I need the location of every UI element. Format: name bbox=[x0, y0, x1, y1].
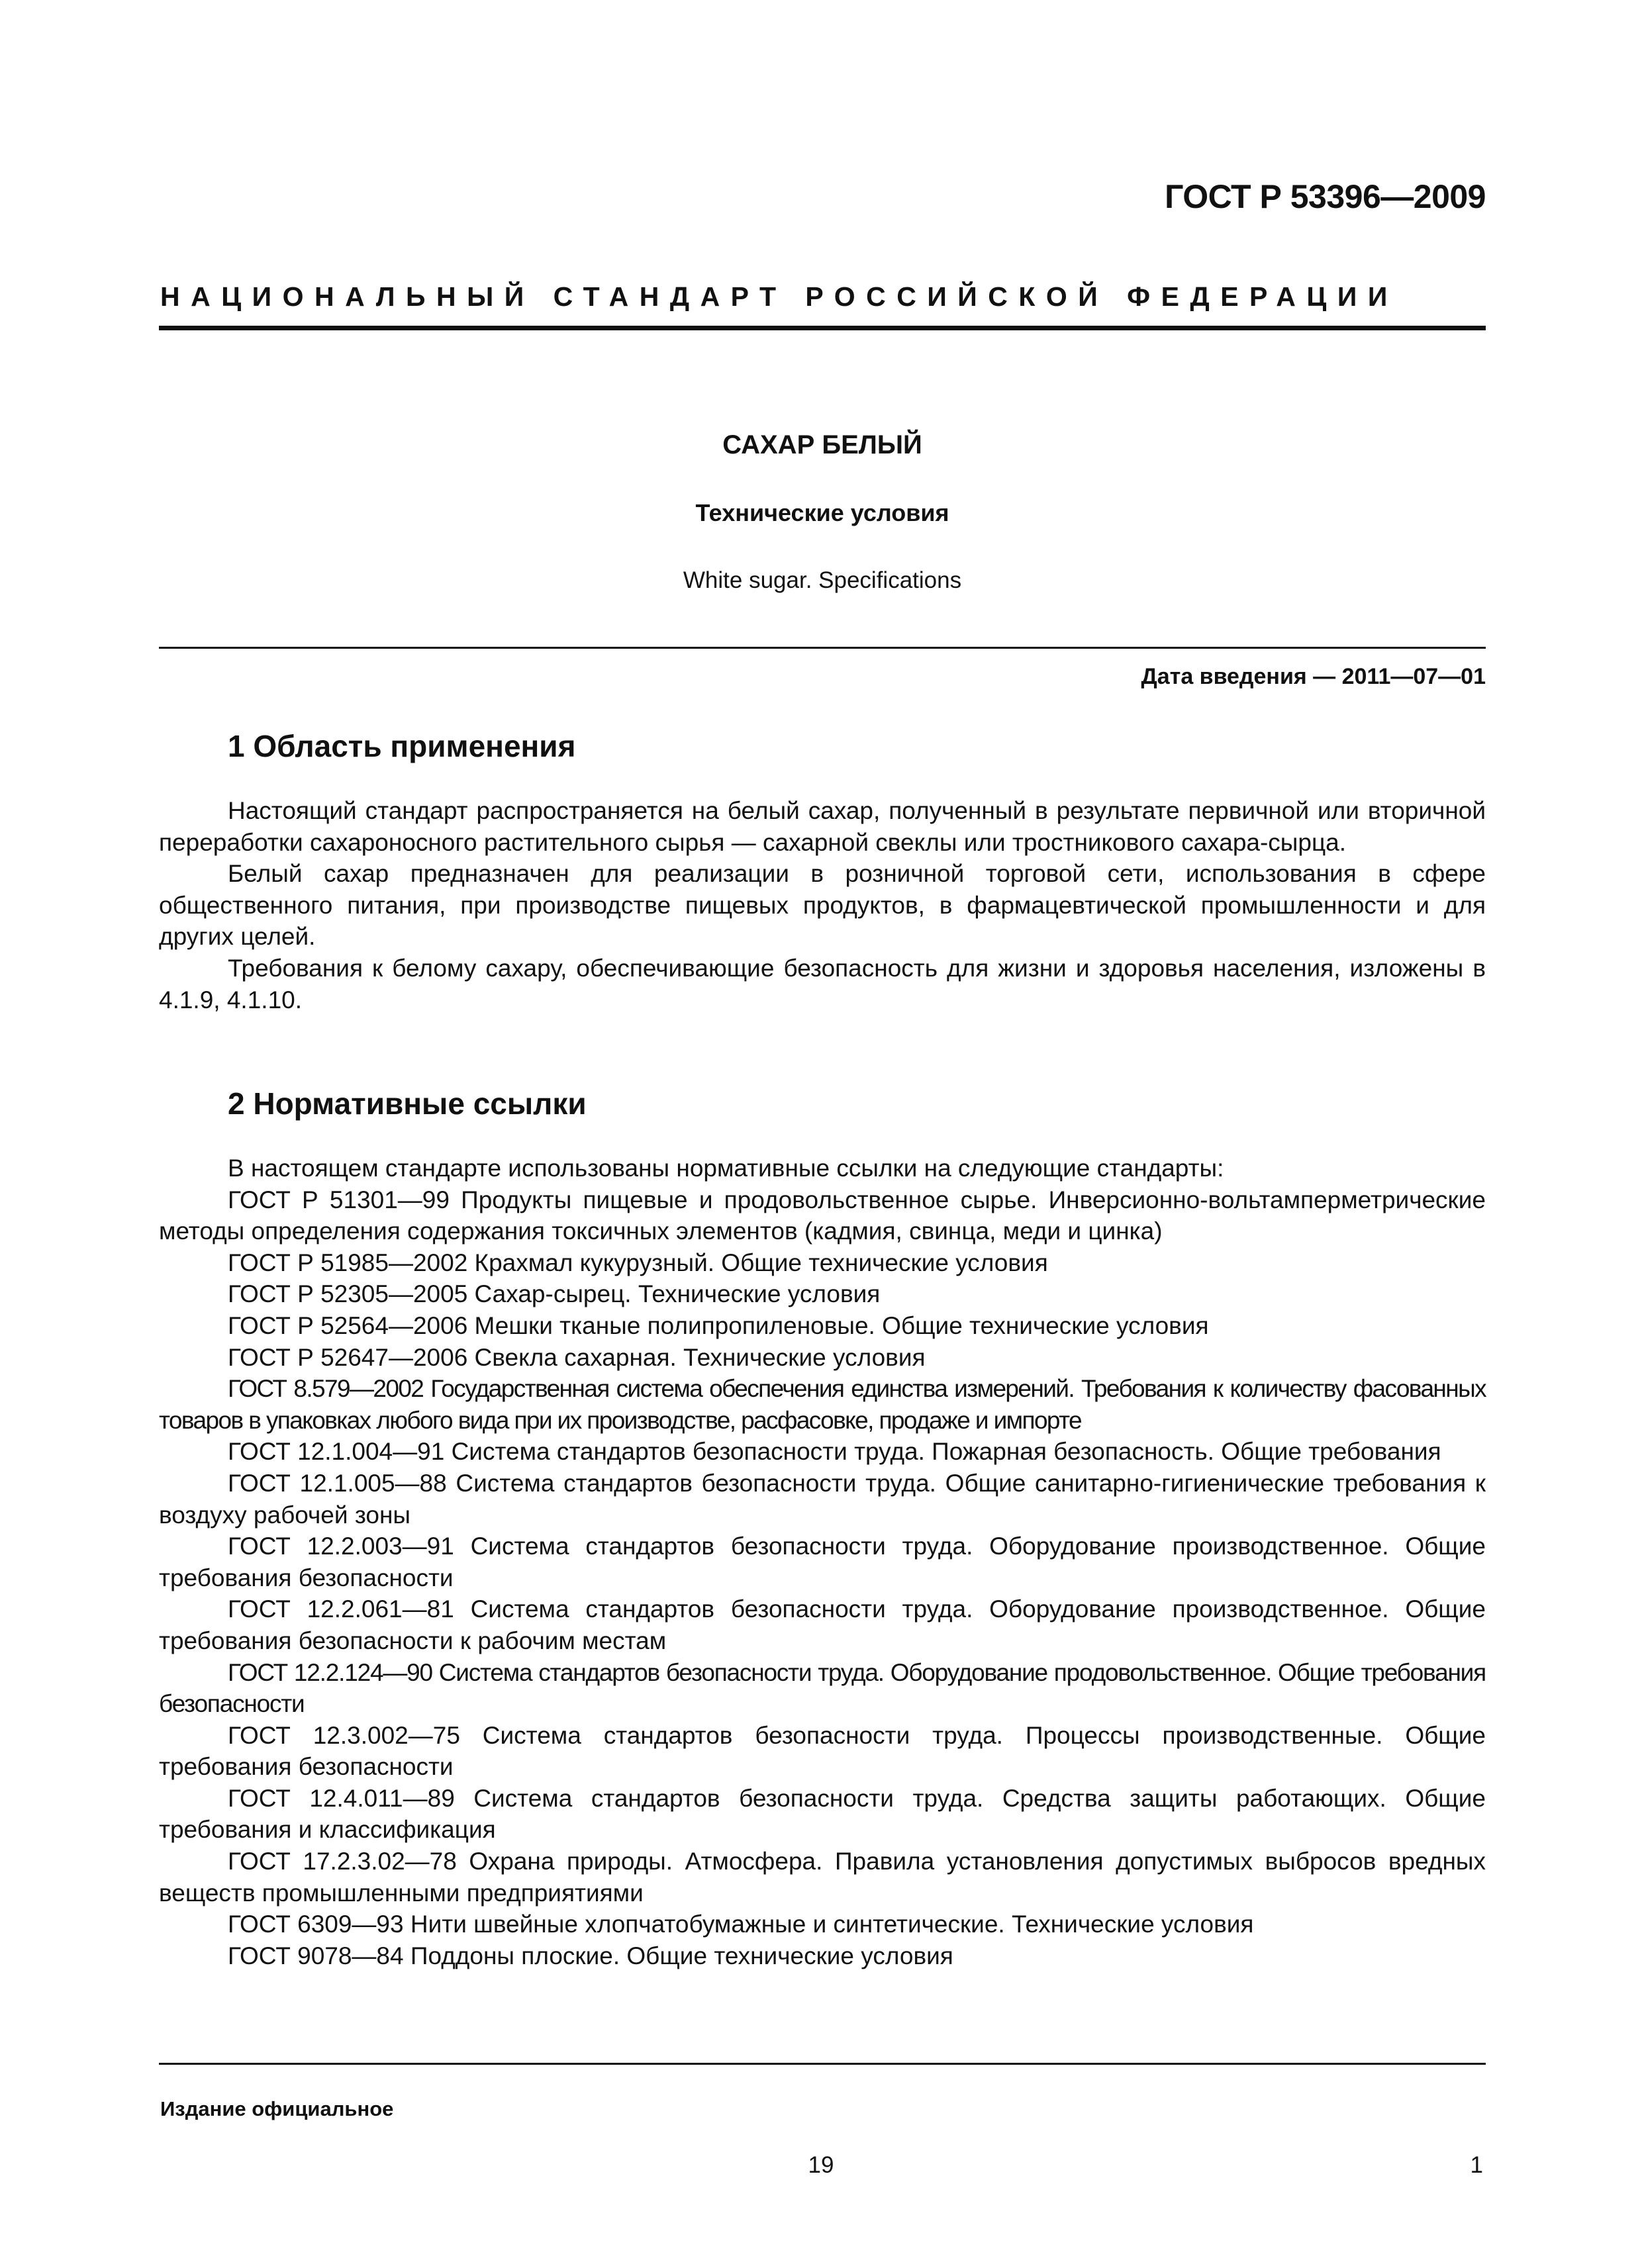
normative-reference: ГОСТ 12.4.011—89 Система стандартов безопасности труда. Средства защиты работающих. Общие требования и классификация bbox=[159, 1784, 1486, 1844]
document-subtitle: Технические условия bbox=[695, 499, 949, 526]
normative-reference: ГОСТ Р 51985—2002 Крахмал кукурузный. Общие технические условия bbox=[228, 1249, 1048, 1276]
page-center-mark: 19 bbox=[808, 2152, 834, 2178]
section-2-intro: В настоящем стандарте использованы нормативные ссылки на следующие стандарты: bbox=[228, 1155, 1224, 1182]
footer-rule bbox=[159, 2063, 1486, 2065]
normative-reference: ГОСТ 12.2.124—90 Система стандартов безопасности труда. Оборудование продовольственное. Общие требования безопасности bbox=[159, 1658, 1486, 1718]
section-2-heading: 2 Нормативные ссылки bbox=[228, 1086, 587, 1121]
normative-reference: ГОСТ 12.2.061—81 Система стандартов безопасности труда. Оборудование производственное. Общие требования безопасности к рабочим местам bbox=[159, 1595, 1486, 1654]
normative-reference: ГОСТ Р 52564—2006 Мешки тканые полипропиленовые. Общие технические условия bbox=[228, 1311, 1209, 1339]
normative-reference: ГОСТ 12.2.003—91 Система стандартов безопасности труда. Оборудование производственное. Общие требования безопасности bbox=[159, 1533, 1486, 1591]
normative-reference: ГОСТ Р 52305—2005 Сахар-сырец. Технические условия bbox=[228, 1280, 881, 1308]
normative-reference: ГОСТ 8.579—2002 Государственная система обеспечения единства измерений. Требования к количеству фасованных товаров в упаковках любого вида при их производстве, расфасовке, продаже и импорте bbox=[159, 1375, 1486, 1434]
normative-reference: ГОСТ Р 51301—99 Продукты пищевые и продовольственное сырье. Инверсионно-вольтамперметрические методы определения содержания токсичных элементов (кадмия, свинца, меди и цинка) bbox=[159, 1186, 1486, 1245]
normative-reference: ГОСТ 12.1.005—88 Система стандартов безопасности труда. Общие санитарно-гигиенические требования к воздуху рабочей зоны bbox=[159, 1469, 1486, 1529]
normative-reference: ГОСТ Р 52647—2006 Свекла сахарная. Технические условия bbox=[228, 1343, 926, 1371]
section-2-body bbox=[159, 1153, 1486, 1971]
document-title: САХАР БЕЛЫЙ bbox=[722, 430, 922, 459]
normative-reference: ГОСТ 17.2.3.02—78 Охрана природы. Атмосфера. Правила установления допустимых выбросов вредных веществ промышленными предприятиями bbox=[159, 1848, 1486, 1907]
section-1-heading: 1 Область применения bbox=[228, 729, 576, 763]
introduction-date: Дата введения — 2011—07—01 bbox=[1141, 664, 1486, 689]
normative-reference: ГОСТ 12.3.002—75 Система стандартов безопасности труда. Процессы производственные. Общие требования безопасности bbox=[159, 1721, 1486, 1781]
section-1-paragraph: Требования к белому сахару, обеспечивающие безопасность для жизни и здоровья населения, изложены в 4.1.9, 4.1.10. bbox=[159, 954, 1486, 1014]
normative-reference: ГОСТ 9078—84 Поддоны плоские. Общие технические условия bbox=[228, 1942, 953, 1969]
section-1-paragraph: Настоящий стандарт распространяется на белый сахар, полученный в результате первичной или вторичной переработки сахароносного растительного сырья — сахарной свеклы или тростникового сахара-сырца. bbox=[159, 797, 1486, 856]
header-rule bbox=[159, 326, 1486, 330]
document-title-english: White sugar. Specifications bbox=[683, 567, 962, 593]
national-standard-banner: НАЦИОНАЛЬНЫЙ СТАНДАРТ РОССИЙСКОЙ ФЕДЕРАЦИИ bbox=[160, 281, 1398, 312]
normative-reference: ГОСТ 6309—93 Нити швейные хлопчатобумажные и синтетические. Технические условия bbox=[228, 1911, 1254, 1938]
section-1-paragraph: Белый сахар предназначен для реализации в розничной торговой сети, использования в сфере общественного питания, при производстве пищевых продуктов, в фармацевтической промышленности и для других целей. bbox=[159, 860, 1486, 951]
normative-reference: ГОСТ 12.1.004—91 Система стандартов безопасности труда. Пожарная безопасность. Общие требования bbox=[228, 1438, 1441, 1466]
title-rule bbox=[159, 647, 1486, 649]
section-1-body bbox=[159, 795, 1486, 1016]
official-edition-label: Издание официальное bbox=[160, 2097, 394, 2120]
page-number: 1 bbox=[1470, 2152, 1483, 2178]
standard-number: ГОСТ Р 53396—2009 bbox=[1165, 178, 1486, 215]
